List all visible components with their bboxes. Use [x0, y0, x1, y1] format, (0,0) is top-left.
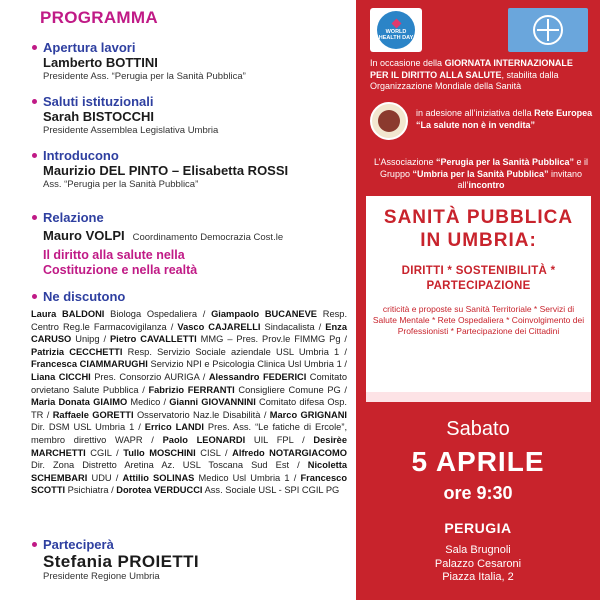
discussant-name: Desirèe MARCHETTI — [31, 434, 348, 458]
discussant-role: Unipg — [71, 334, 100, 345]
discussant-name: Fabrizio FERRANTI — [148, 384, 235, 395]
discussant-role: Medico Usl Umbria 1 — [194, 472, 290, 483]
discussant-role: Resp. Centro Reg.le Farmacovigilanza — [31, 309, 348, 332]
section-heading: Introducono — [43, 148, 119, 163]
event-day: Sabato — [446, 418, 510, 440]
discussant-role: UIL FPL — [245, 434, 294, 445]
discussant-name: Liana CICCHI — [31, 371, 91, 382]
event-title-line-1: SANITÀ PUBBLICA — [383, 207, 574, 228]
speaker-name: Mauro VOLPI — [43, 228, 125, 243]
program-title: PROGRAMMA — [40, 8, 158, 27]
discussant — [123, 448, 220, 458]
world-health-day-logo: WORLD HEALTH DAY — [370, 8, 422, 52]
section-partecipera — [32, 537, 199, 583]
intro-text-3: L’Associazione “Perugia per la Sanità Pubblica” e il Gruppo “Umbria per la Sanità Pubblica” invitano all’incontro — [373, 157, 589, 190]
discussant — [163, 435, 294, 445]
discussant-name: Gianni GIOVANNINI — [169, 397, 256, 408]
speaker-role: Ass. “Perugia per la Sanità Pubblica” — [43, 179, 199, 190]
speaker-role: Presidente Assemblea Legislativa Umbria — [43, 125, 219, 136]
event-date: 5 APRILE — [411, 446, 545, 477]
discussant — [31, 397, 160, 407]
bullet-icon — [32, 542, 37, 547]
discussant-name: Alessandro FEDERICI — [208, 371, 307, 382]
speaker-name: Maurizio DEL PINTO – Elisabetta ROSSI — [43, 163, 289, 178]
discussant-name: Nicoletta SCHEMBARI — [31, 460, 347, 483]
bullet-icon — [32, 153, 37, 158]
discussant-name: Maria Donata GIAIMO — [31, 397, 128, 408]
event-title-line-2: IN UMBRIA: — [420, 230, 537, 251]
section-heading: Parteciperà — [43, 537, 114, 552]
discussant — [31, 347, 339, 357]
discussant-role: Pres. Consorzio AURIGA — [90, 371, 200, 382]
intro-text-2: in adesione all’iniziativa della Rete Europea “La salute non è in vendita” — [416, 108, 593, 130]
bullet-icon — [32, 215, 37, 220]
address-line-2: Palazzo Cesaroni — [434, 557, 522, 570]
discussant — [53, 410, 261, 420]
discussant-name: Tullo MOSCHINI — [123, 447, 196, 458]
event-subtitle-line-1: DIRITTI * SOSTENIBILITÀ * — [401, 265, 556, 277]
event-subtitle-line-2: PARTECIPAZIONE — [426, 280, 531, 292]
event-topics: criticità e proposte su Sanità Territoriale * Servizi di Salute Mentale * Rete Ospedaliera * Coinvolgimento dei Professionisti * Partecipazione dei Cittadini — [372, 304, 585, 336]
discussant — [31, 372, 199, 382]
speaker-name: Sarah BISTOCCHI — [43, 109, 155, 124]
discussant-name: Laura BALDONI — [31, 309, 105, 319]
section-discutono — [32, 289, 125, 304]
discussant — [116, 485, 339, 495]
discussant-role: Medico — [127, 397, 161, 408]
talk-title-line-1: Il diritto alla salute nella — [43, 248, 185, 262]
globe-icon — [533, 15, 563, 45]
discussant-name: Giampaolo BUCANEVE — [211, 309, 318, 319]
intro-text-1: In occasione della GIORNATA INTERNAZIONALE PER IL DIRITTO ALLA SALUTE, stabilita dalla Organizzazione Mondiale della Sanità — [370, 58, 573, 91]
discussant-name: Raffaele GORETTI — [52, 409, 134, 420]
bullet-icon — [32, 294, 37, 299]
section-heading: Apertura lavori — [43, 40, 136, 55]
section-relazione — [32, 210, 283, 278]
section-heading: Saluti istituzionali — [43, 94, 154, 109]
section-introducono — [32, 148, 288, 191]
discussant-role: Sindacalista — [260, 321, 315, 332]
address-line-1: Sala Brugnoli — [445, 544, 511, 556]
card-accent-strip — [366, 392, 591, 402]
discussant-name: Francesco SCOTTI — [31, 472, 347, 496]
speaker-role: Presidente Regione Umbria — [43, 571, 160, 582]
discussant-role: Pres. Ass. “Le fatiche di Ercole”, membro direttivo WAPR — [31, 422, 348, 445]
speaker-name: Stefania PROIETTI — [43, 552, 200, 571]
section-saluti — [32, 94, 218, 137]
discussant-role: Comitato orvietano Salute Pubblica — [31, 371, 347, 395]
discussant-role: UDU — [87, 472, 112, 483]
discussant-name: Paolo LEONARDI — [162, 434, 246, 445]
speaker-role: Coordinamento Democrazia Cost.le — [132, 232, 284, 243]
discussant-role: Comitato difesa Osp. TR — [31, 397, 347, 420]
event-title-card — [366, 196, 591, 392]
discussant-role: Ass. Sociale USL - SPI CGIL PG — [202, 485, 340, 496]
discussant — [123, 473, 290, 483]
rete-europea-logo — [370, 102, 408, 140]
discussant-name: Errico LANDI — [144, 422, 204, 433]
discussant-role: Resp. Servizio Sociale aziendale USL Umbria 1 — [122, 346, 340, 357]
discussant-name: Attilio SOLINAS — [122, 472, 195, 483]
event-address — [356, 544, 600, 585]
event-time: ore 9:30 — [443, 483, 513, 503]
discussant-role: Consigliere Comune PG — [234, 384, 341, 395]
discussant-name: Vasco CAJARELLI — [177, 321, 261, 332]
discussant — [110, 334, 341, 344]
discussant-name: Alfredo NOTARGIACOMO — [232, 447, 347, 458]
discussant-role: CISL — [195, 447, 221, 458]
discussant-name: Pietro CAVALLETTI — [109, 334, 197, 345]
discussant-role: Servizio NPI e Psicologia Clinica Usl Umbria 1 — [147, 359, 342, 370]
bullet-icon — [32, 45, 37, 50]
discussant-name: Dorotea VERDUCCI — [116, 485, 203, 496]
section-apertura — [32, 40, 246, 83]
discussant-role: MMG – Pres. Prov.le FIMMG Pg — [196, 334, 341, 345]
bullet-icon — [32, 99, 37, 104]
discussant-role: Psichiatra — [65, 485, 109, 496]
discussant — [148, 385, 340, 395]
discussant-role: Biologa Ospedaliera — [104, 309, 198, 319]
discussant-role: Dir. Zona Distretto Aretina Az. USL Toscana Sud Est — [31, 460, 290, 471]
discussants-list: Laura BALDONI Biologa Ospedaliera / Giampaolo BUCANEVE Resp. Centro Reg.le Farmacovigilanza / Vasco CAJARELLI Sindacalista / Enza CARUSO Unipg / Pietro CAVALLETTI MMG – Pres. Prov.le FIMMG Pg / Patrizia CECCHETTI Resp. Servizio Sociale aziendale USL Umbria 1 / Francesca CIAMMARUGHI Servizio NPI e Psicologia Clinica Usl Umbria 1 / Liana CICCHI Pres. Consorzio AURIGA / Alessandro FEDERICI Comitato orvietano Salute Pubblica / Fabrizio FERRANTI Consigliere Comune PG / Maria Donata GIAIMO Medico / Gianni GIOVANNINI Comitato difesa Osp. TR / Raffaele GORETTI Osservatorio Naz.le Disabilità / Marco GRIGNANI Dir. DSM USL Umbria 1 / Errico LANDI Pres. Ass. “Le fatiche di Ercole”, membro direttivo WAPR / Paolo LEONARDI UIL FPL / Desirèe MARCHETTI CGIL / Tullo MOSCHINI CISL / Alfredo NOTARGIACOMO Dir. Zona Distretto Aretina Az. USL Toscana Sud Est / Nicoletta SCHEMBARI UDU / Attilio SOLINAS Medico Usl Umbria 1 / Francesco SCOTTI Psichiatra / Dorotea VERDUCCI Ass. Sociale USL - SPI CGIL PG — [31, 309, 348, 496]
section-heading: Ne discutono — [43, 289, 126, 304]
discussant-name: Marco GRIGNANI — [269, 409, 347, 420]
section-heading: Relazione — [43, 210, 104, 225]
discussant-role: Dir. DSM USL Umbria 1 — [31, 422, 135, 433]
discussant-name: Patrizia CECCHETTI — [31, 346, 123, 357]
address-line-3: Piazza Italia, 2 — [442, 571, 514, 583]
speaker-role: Presidente Ass. “Perugia per la Sanità Pubblica” — [43, 71, 246, 82]
speaker-name: Lamberto BOTTINI — [43, 55, 158, 70]
talk-title-line-2: Costituzione e nella realtà — [43, 263, 198, 277]
discussant — [31, 359, 342, 369]
discussant-name: Francesca CIAMMARUGHI — [31, 359, 148, 370]
who-emblem-logo — [508, 8, 588, 52]
discussant — [177, 322, 314, 332]
event-column — [356, 0, 600, 600]
discussant-role: CGIL — [85, 447, 112, 458]
discussant — [31, 309, 197, 319]
event-city: PERUGIA — [444, 520, 512, 536]
discussant-name: Enza CARUSO — [31, 321, 347, 345]
heart-icon — [391, 18, 401, 28]
discussant-role: Osservatorio Naz.le Disabilità — [133, 409, 261, 420]
